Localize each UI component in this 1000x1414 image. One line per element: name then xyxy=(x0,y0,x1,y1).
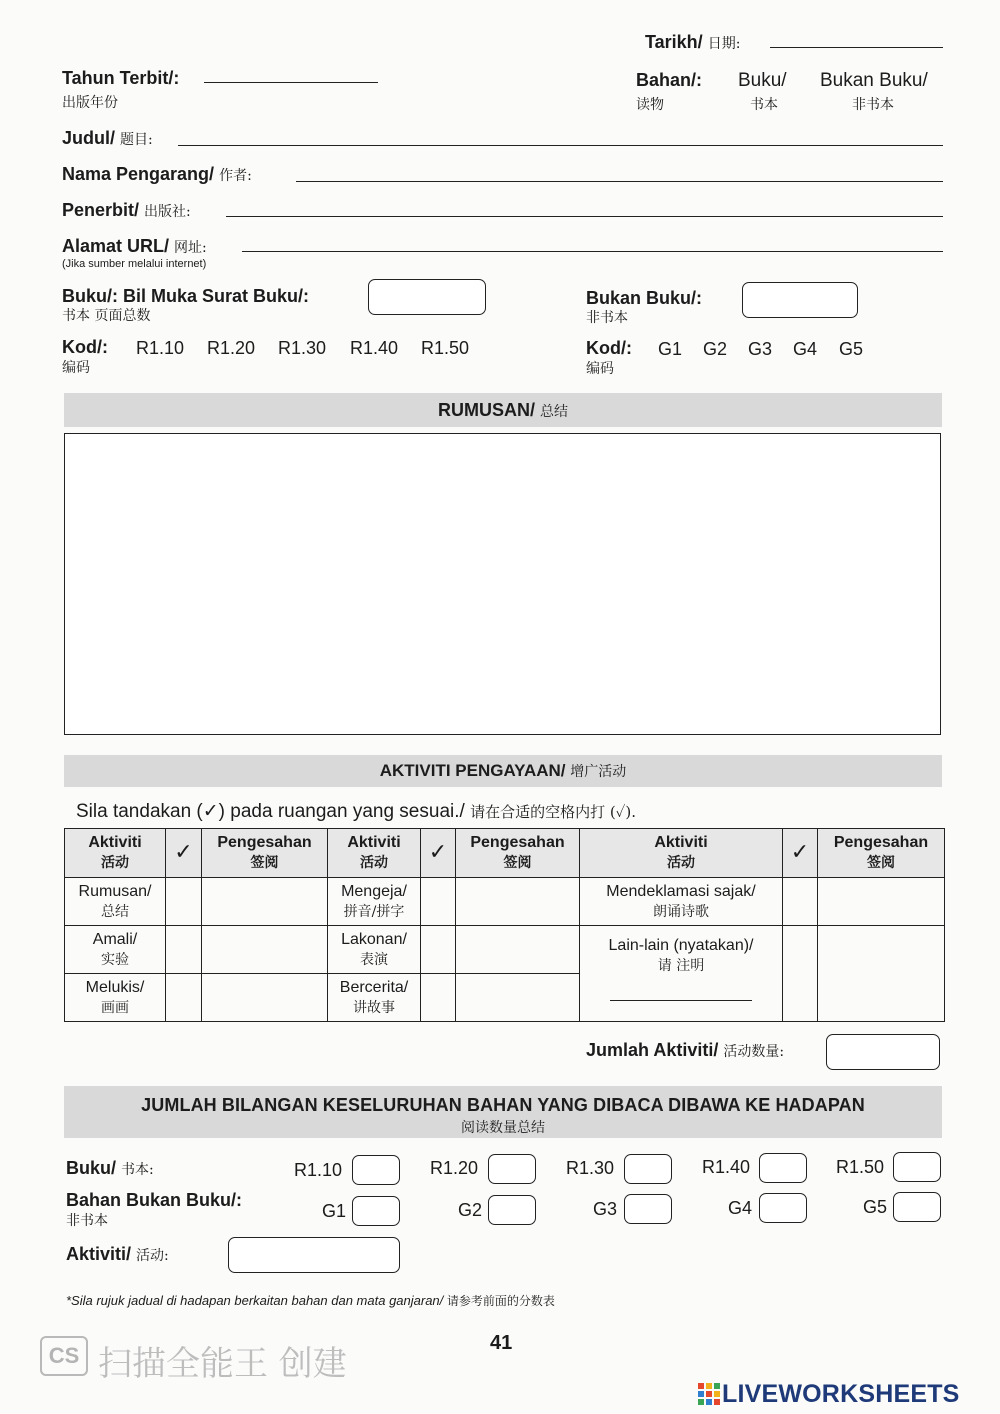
book-code-option[interactable]: R1.10 xyxy=(136,338,185,358)
material-option-nonbook-zh: 非书本 xyxy=(852,97,894,113)
overall-book-input[interactable] xyxy=(352,1155,400,1185)
nonbook-code-option[interactable]: G3 xyxy=(748,339,773,359)
liveworksheets-brand[interactable]: LIVEWORKSHEETS xyxy=(722,1380,960,1408)
book-code-option[interactable]: R1.30 xyxy=(278,338,327,358)
nonbook-code-label-zh: 编码 xyxy=(586,361,614,377)
scanner-watermark-text: 扫描全能王 创建 xyxy=(98,1344,347,1384)
overall-book-label: Buku/ 书本: xyxy=(66,1158,154,1178)
nonbook-input[interactable] xyxy=(742,282,858,318)
nonbook-label: Bukan Buku/: xyxy=(586,288,703,308)
header-endorse: Pengesahan 签阅 xyxy=(202,829,328,878)
book-pages-label: Buku/: Bil Muka Surat Buku/: xyxy=(62,286,310,306)
header-endorse: Pengesahan 签阅 xyxy=(456,829,580,878)
endorse-cell[interactable] xyxy=(818,878,945,926)
overall-nonbook-input[interactable] xyxy=(488,1195,536,1225)
tick-cell[interactable] xyxy=(783,878,818,926)
activity-name: Bercerita/ 讲故事 xyxy=(328,974,421,1022)
publish-year-label: Tahun Terbit/: xyxy=(62,68,180,88)
author-field[interactable] xyxy=(296,181,943,182)
author-label: Nama Pengarang/ 作者: xyxy=(62,164,252,184)
endorse-cell[interactable] xyxy=(456,974,580,1022)
enrichment-title-zh: 增广活动 xyxy=(570,764,627,780)
liveworksheets-logo-icon xyxy=(698,1383,720,1405)
activity-name-other: Lain-lain (nyatakan)/ 请 注明 xyxy=(580,926,783,1022)
tick-cell[interactable] xyxy=(166,926,202,974)
overall-book-code: R1.50 xyxy=(836,1157,885,1177)
overall-nonbook-input[interactable] xyxy=(624,1194,672,1224)
tick-cell[interactable] xyxy=(421,926,456,974)
overall-nonbook-input[interactable] xyxy=(893,1192,941,1222)
book-code-option[interactable]: R1.40 xyxy=(350,338,399,358)
overall-nonbook-input[interactable] xyxy=(759,1193,807,1223)
overall-book-code: R1.10 xyxy=(294,1160,343,1180)
enrichment-header xyxy=(64,755,942,787)
summary-title-zh: 总结 xyxy=(540,404,568,420)
overall-activity-label: Aktiviti/ 活动: xyxy=(66,1244,169,1264)
nonbook-code-label: Kod/: xyxy=(586,338,632,358)
overall-book-code: R1.40 xyxy=(702,1157,751,1177)
header-tick: ✓ xyxy=(166,829,202,878)
overall-nonbook-code: G1 xyxy=(322,1201,347,1221)
enrichment-instruction: Sila tandakan (✓) pada ruangan yang sesuai./ 请在合适的空格内打 (✓). xyxy=(76,801,636,822)
enrichment-title: AKTIVITI PENGAYAAN/ xyxy=(379,761,566,780)
material-option-book-zh: 书本 xyxy=(750,97,778,113)
tick-cell[interactable] xyxy=(166,974,202,1022)
overall-nonbook-code: G2 xyxy=(458,1200,483,1220)
url-note: (Jika sumber melalui internet) xyxy=(62,258,207,270)
tick-cell[interactable] xyxy=(421,878,456,926)
book-pages-input[interactable] xyxy=(368,279,486,315)
book-code-label: Kod/: xyxy=(62,337,108,357)
endorse-cell[interactable] xyxy=(818,926,945,1022)
summary-title: RUMUSAN/ xyxy=(437,400,535,420)
nonbook-code-option[interactable]: G2 xyxy=(703,339,728,359)
date-label: Tarikh/ 日期: xyxy=(645,32,741,52)
publisher-label: Penerbit/ 出版社: xyxy=(62,200,191,220)
endorse-cell[interactable] xyxy=(456,926,580,974)
header-activity: Aktiviti 活动 xyxy=(328,829,421,878)
overall-book-input[interactable] xyxy=(893,1152,941,1182)
overall-activity-input[interactable] xyxy=(228,1237,400,1273)
url-field[interactable] xyxy=(242,251,943,252)
overall-nonbook-label-zh: 非书本 xyxy=(66,1213,108,1229)
header-activity: Aktiviti 活动 xyxy=(580,829,783,878)
tick-cell[interactable] xyxy=(421,974,456,1022)
overall-nonbook-label: Bahan Bukan Buku/: xyxy=(66,1190,243,1210)
book-code-option[interactable]: R1.50 xyxy=(421,338,470,358)
nonbook-code-option[interactable]: G4 xyxy=(793,339,818,359)
title-field[interactable] xyxy=(178,145,943,146)
material-label: Bahan/: xyxy=(636,70,703,90)
overall-book-input[interactable] xyxy=(488,1154,536,1184)
overall-book-input[interactable] xyxy=(759,1153,807,1183)
endorse-cell[interactable] xyxy=(202,926,328,974)
footnote: *Sila rujuk jadual di hadapan berkaitan bahan dan mata ganjaran/ 请参考前面的分数表 xyxy=(66,1293,555,1308)
book-pages-label-zh: 书本 页面总数 xyxy=(62,308,151,324)
book-code-label-zh: 编码 xyxy=(62,360,90,376)
url-label: Alamat URL/ 网址: xyxy=(62,236,207,256)
tick-cell[interactable] xyxy=(166,878,202,926)
activity-name: Mendeklamasi sajak/ 朗诵诗歌 xyxy=(580,878,783,926)
tick-cell[interactable] xyxy=(783,926,818,1022)
nonbook-label-zh: 非书本 xyxy=(586,310,628,326)
activity-name: Amali/ 实验 xyxy=(65,926,166,974)
material-option-book[interactable]: Buku/ xyxy=(738,70,787,91)
activity-name: Mengeja/ 拼音/拼字 xyxy=(328,878,421,926)
publish-year-label-zh: 出版年份 xyxy=(62,95,118,111)
header-tick: ✓ xyxy=(421,829,456,878)
summary-header xyxy=(64,393,942,427)
material-option-nonbook[interactable]: Bukan Buku/ xyxy=(820,70,928,91)
activity-name: Melukis/ 画画 xyxy=(65,974,166,1022)
nonbook-code-option[interactable]: G5 xyxy=(839,339,864,359)
date-field[interactable] xyxy=(770,47,943,48)
scanner-logo-icon: CS xyxy=(40,1336,88,1376)
activity-table xyxy=(64,828,945,1022)
header-activity: Aktiviti 活动 xyxy=(65,829,166,878)
total-activity-input[interactable] xyxy=(826,1034,940,1070)
header-tick: ✓ xyxy=(783,829,818,878)
activity-name: Rumusan/ 总结 xyxy=(65,878,166,926)
overall-title-zh: 阅读数量总结 xyxy=(461,1120,545,1136)
title-label: Judul/ 题目: xyxy=(62,128,153,148)
overall-nonbook-code: G4 xyxy=(728,1198,753,1218)
overall-nonbook-input[interactable] xyxy=(352,1196,400,1226)
activity-name: Lakonan/ 表演 xyxy=(328,926,421,974)
book-code-option[interactable]: R1.20 xyxy=(207,338,256,358)
header-endorse: Pengesahan 签阅 xyxy=(818,829,945,878)
endorse-cell[interactable] xyxy=(202,878,328,926)
overall-book-code: R1.30 xyxy=(566,1158,615,1178)
endorse-cell[interactable] xyxy=(202,974,328,1022)
overall-nonbook-code: G3 xyxy=(593,1199,618,1219)
summary-textarea[interactable] xyxy=(64,433,941,735)
endorse-cell[interactable] xyxy=(456,878,580,926)
material-label-zh: 读物 xyxy=(636,97,664,113)
overall-nonbook-code: G5 xyxy=(863,1197,888,1217)
overall-book-code: R1.20 xyxy=(430,1158,479,1178)
publisher-field[interactable] xyxy=(226,216,943,217)
page-number: 41 xyxy=(490,1332,513,1354)
overall-title: JUMLAH BILANGAN KESELURUHAN BAHAN YANG DIBACA DIBAWA KE HADAPAN xyxy=(141,1095,865,1115)
publish-year-field[interactable] xyxy=(204,82,378,83)
overall-header xyxy=(64,1086,942,1138)
other-activity-line[interactable] xyxy=(610,1000,752,1001)
nonbook-code-option[interactable]: G1 xyxy=(658,339,683,359)
total-activity-label: Jumlah Aktiviti/ 活动数量: xyxy=(586,1040,785,1060)
overall-book-input[interactable] xyxy=(624,1154,672,1184)
